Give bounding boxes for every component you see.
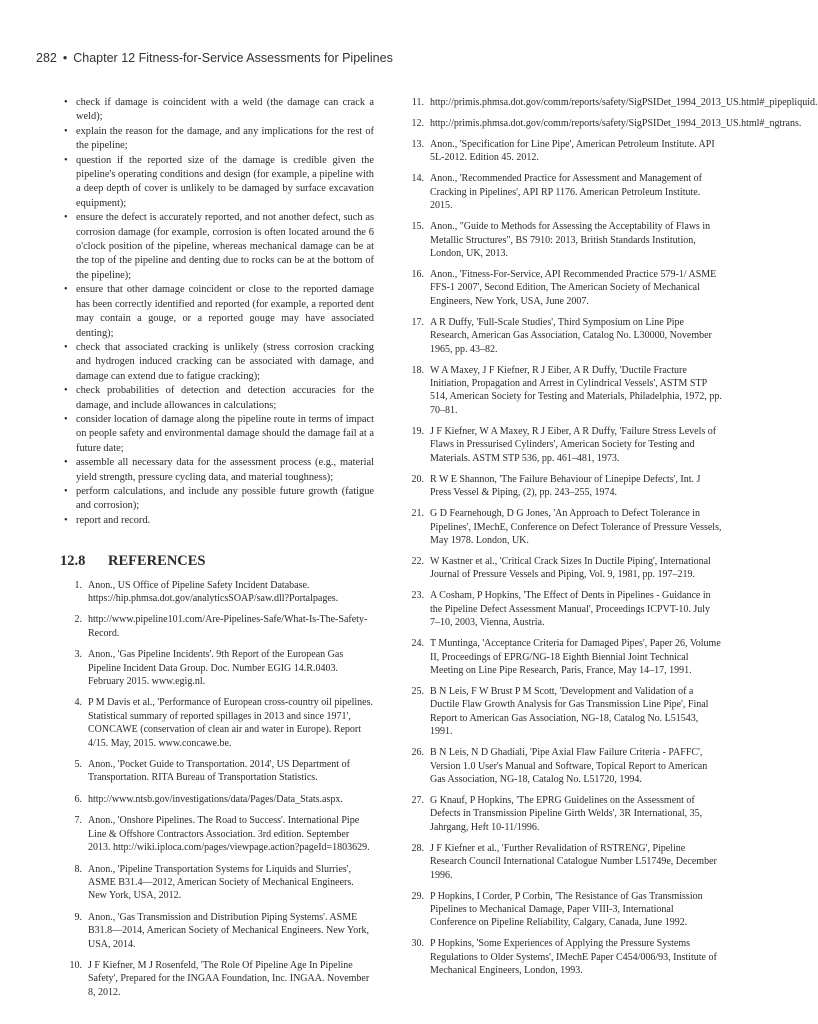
running-header [36, 51, 393, 65]
reference-number: 28. [411, 842, 424, 854]
reference-number: 9. [74, 911, 82, 923]
reference-number: 25. [411, 685, 424, 697]
reference-text: Anon., 'Pipeline Transportation Systems for Liquids and Slurries', ASME B31.4—2012, American Society of Mechanical Engineers. New York, USA, 2012. [88, 863, 354, 902]
reference-list-right [402, 96, 818, 978]
reference-number: 10. [69, 959, 82, 971]
bullet-item: • check that associated cracking is unlikely (stress corrosion cracking and hydrogen induced cracking can be associated with damage, and damage can extend due to fatigue cracking); [62, 341, 374, 384]
reference-text: http://www.ntsb.gov/investigations/data/Pages/Data_Stats.aspx. [88, 793, 343, 805]
reference-text: W Kastner et al., 'Critical Crack Sizes In Ductile Piping', International Journal of Pressure Vessels and Piping, Vol. 9, 1981, pp. 197–219. [430, 555, 711, 581]
reference-text: Anon., 'Gas Pipeline Incidents'. 9th Report of the European Gas Pipeline Incident Data Group. Doc. Number EGIG 14.R.0403. February 2015. www.egig.nl. [88, 649, 344, 688]
reference-text: A Cosham, P Hopkins, 'The Effect of Dents in Pipelines - Guidance in the Pipeline Defect Assessment Manual', Proceedings ICPVT-10. July 7–10, 2003, Vienna, Austria. [430, 590, 711, 629]
reference-item [402, 589, 722, 629]
reference-item [402, 685, 722, 739]
reference-item [402, 220, 722, 260]
bullet-item: • perform calculations, and include any possible future growth (fatigue and corrosion); [62, 485, 374, 514]
reference-item [402, 172, 722, 212]
reference-item [402, 890, 722, 930]
reference-text: Anon., 'Onshore Pipelines. The Road to Success'. International Pipe Line & Offshore Contractors Association. 3rd edition. September 2013. http://wiki.iploca.com/pages/viewpage.action?pageId=1803629. [88, 815, 370, 854]
reference-item [402, 364, 722, 418]
bullet-item: • report and record. [62, 514, 374, 528]
reference-number: 3. [74, 649, 82, 661]
bullet-item: • consider location of damage along the pipeline route in terms of impact on people safety and environmental damage should the damage fail at a future date; [62, 413, 374, 456]
reference-item [402, 794, 722, 834]
reference-number: 15. [411, 221, 424, 233]
reference-text: http://primis.phmsa.dot.gov/comm/reports/safety/SigPSIDet_1994_2013_US.html#_pipepliquid. [430, 97, 818, 108]
reference-item [62, 814, 374, 854]
reference-text: Anon., 'Gas Transmission and Distribution Piping Systems'. ASME B31.8—2014, American Society of Mechanical Engineers. New York, USA, 2014. [88, 911, 370, 950]
reference-text: J F Kiefner, W A Maxey, R J Eiber, A R Duffy, 'Failure Stress Levels of Flaws in Pressurised Cylinders', American Society for Testing and Materials. ASTM STP 536, pp. 461–481, 1973. [430, 425, 717, 464]
reference-item [402, 746, 722, 786]
reference-number: 1. [74, 579, 82, 591]
reference-item [62, 911, 374, 951]
reference-item [402, 268, 722, 308]
reference-text: G D Fearnehough, D G Jones, 'An Approach to Defect Tolerance in Pipelines', IMechE, Conference on Defect Tolerance of Pressure Vessels, May 1978. London, UK. [430, 508, 722, 546]
chapter-title: Chapter 12 Fitness-for-Service Assessments for Pipelines [73, 51, 393, 65]
reference-number: 12. [411, 118, 424, 129]
reference-item [402, 937, 722, 977]
reference-item [62, 959, 374, 999]
bullet-item: • ensure the defect is accurately reported, and not another defect, such as corrosion damage (for example, corrosion is often located around the 6 o'clock position of the pipeline, whereas mechanical damage can be at the top of the pipeline and denting due to rocks can be at the bottom of the pipeline); [62, 211, 374, 283]
reference-text: http://primis.phmsa.dot.gov/comm/reports/safety/SigPSIDet_1994_2013_US.html#_ngtrans. [430, 118, 802, 129]
checklist [62, 96, 374, 528]
reference-number: 4. [74, 697, 82, 709]
reference-number: 2. [74, 614, 82, 626]
reference-item [402, 842, 722, 882]
reference-number: 20. [411, 473, 424, 485]
reference-item [402, 555, 722, 582]
reference-text: Anon., "Guide to Methods for Assessing the Acceptability of Flaws in Metallic Structures", BS 7910: 2013, British Standards Institution, London, UK, 2013. [430, 221, 711, 260]
reference-text: http://www.pipeline101.com/Are-Pipelines-Safe/What-Is-The-Safety-Record. [88, 614, 368, 639]
reference-text: Anon., 'Recommended Practice for Assessment and Management of Cracking in Pipelines', API RP 1176. American Petroleum Institute. 2015. [430, 173, 703, 212]
reference-number: 24. [411, 638, 424, 650]
reference-item [62, 579, 374, 606]
reference-text: P Hopkins, 'Some Experiences of Applying the Pressure Systems Regulations to Older Systems', IMechE Paper C454/006/93, Institute of Mechanical Engineers, London, 1993. [430, 938, 717, 977]
reference-number: 27. [411, 794, 424, 806]
reference-number: 7. [74, 815, 82, 827]
section-title: REFERENCES [108, 553, 206, 570]
reference-number: 17. [411, 316, 424, 328]
reference-text: B N Leis, F W Brust P M Scott, 'Development and Validation of a Ductile Flaw Growth Analysis for Gas Transmission Line Pipe', Final Report to American Gas Association, NG-18, Catalog No. L51543, 1991. [430, 685, 709, 738]
reference-item [402, 138, 722, 165]
reference-item [402, 637, 722, 677]
reference-text: Anon., 'Fitness-For-Service, API Recommended Practice 579-1/ ASME FFS-1 2007', Second Edition, The American Society of Mechanical Engineers, New York, USA, June 2007. [430, 269, 717, 307]
reference-item [402, 507, 722, 547]
header-separator: • [62, 51, 68, 65]
reference-text: J F Kiefner, M J Rosenfeld, 'The Role Of Pipeline Age In Pipeline Safety', Prepared for the INGAA Foundation, Inc. INGAA. November 8, 2012. [88, 959, 370, 998]
reference-number: 5. [74, 759, 82, 771]
bullet-item: • assemble all necessary data for the assessment process (e.g., material yield strength, pressure cycling data, and material toughness); [62, 456, 374, 485]
reference-item [62, 696, 374, 750]
reference-item [402, 473, 722, 500]
reference-item [62, 793, 374, 806]
reference-text: W A Maxey, J F Kiefner, R J Eiber, A R Duffy, 'Ductile Fracture Initiation, Propagation and Arrest in Cylindrical Vessels', ASTM STP 514, American Society for Testing and Materials, Philadelphia, 1972, pp. 70–81. [430, 364, 722, 416]
page-number: 282 [36, 51, 57, 65]
reference-text: R W E Shannon, 'The Failure Behaviour of Linepipe Defects', Int. J Press Vessel & Piping, (2), pp. 243–255, 1974. [430, 473, 701, 499]
reference-text: J F Kiefner et al., 'Further Revalidation of RSTRENG', Pipeline Research Council International Catalogue Number L51749e, December 1996. [430, 842, 717, 881]
reference-number: 29. [411, 890, 424, 902]
reference-item [402, 425, 722, 465]
bullet-item: • explain the reason for the damage, and any implications for the rest of the pipeline; [62, 125, 374, 154]
right-column [402, 96, 818, 985]
reference-number: 22. [411, 555, 424, 567]
reference-number: 23. [411, 590, 424, 602]
reference-item [402, 96, 818, 109]
reference-text: G Knauf, P Hopkins, 'The EPRG Guidelines on the Assessment of Defects in Transmission Pipeline Girth Welds', 3R International, 35, Jahrgang, Heft 10-11/1996. [430, 794, 703, 833]
reference-number: 6. [74, 793, 82, 805]
section-heading [60, 554, 374, 568]
reference-number: 30. [411, 938, 424, 950]
reference-item [62, 758, 374, 785]
reference-item [62, 613, 374, 640]
reference-number: 11. [411, 97, 424, 108]
reference-item [402, 316, 722, 356]
bullet-item: • check probabilities of detection and detection accuracies for the damage, and include allowances in calculations; [62, 384, 374, 413]
bullet-item: • ensure that other damage coincident or close to the reported damage has been correctly identified and reported (for example, a reported dent may contain a gouge, or a reported gouge may have associated denting); [62, 283, 374, 341]
reference-item [62, 863, 374, 903]
reference-item [62, 648, 374, 688]
reference-text: Anon., 'Pocket Guide to Transportation. 2014', US Department of Transportation. RITA Bureau of Transportation Statistics. [88, 759, 350, 784]
reference-text: Anon., US Office of Pipeline Safety Incident Database. https://hip.phmsa.dot.gov/analyticsSOAP/saw.dll?Portalpages. [88, 579, 339, 604]
reference-number: 13. [411, 139, 424, 150]
reference-number: 26. [411, 747, 424, 759]
reference-text: T Muntinga, 'Acceptance Criteria for Damaged Pipes', Paper 26, Volume II, Proceedings of EPRG/NG-18 Eighth Biennial Joint Technical Meeting on Line Pipe Research, Paris, France, May 14–17, 1991. [430, 638, 721, 676]
left-column [62, 96, 374, 1007]
section-number: 12.8 [60, 553, 86, 570]
reference-list-left [62, 579, 374, 1000]
bullet-item: • question if the reported size of the damage is credible given the pipeline's operating conditions and design (for example, a pipeline with a deep depth of cover is unlikely to be damaged by surface excavation equipment); [62, 154, 374, 212]
reference-text: P M Davis et al., 'Performance of European cross-country oil pipelines. Statistical summary of reported spillages in 2013 and since 1971', CONCAWE (conservation of clean air and water in Europe). Report 4/15. May, 2015. www.concawe.be. [88, 697, 373, 749]
reference-text: Anon., 'Specification for Line Pipe', American Petroleum Institute. API 5L-2012. Edition 45. 2012. [430, 139, 715, 164]
bullet-item: • check if damage is coincident with a weld (the damage can crack a weld); [62, 96, 374, 125]
reference-item [402, 117, 802, 130]
reference-text: A R Duffy, 'Full-Scale Studies', Third Symposium on Line Pipe Research, American Gas Association, Catalog No. L30000, November 1965, pp. 43–82. [430, 316, 712, 355]
reference-number: 14. [411, 173, 424, 185]
reference-text: P Hopkins, I Corder, P Corbin, 'The Resistance of Gas Transmission Pipelines to Mechanical Damage, Paper VIII-3, International Conference on Pipeline Reliability, Calgary, Canada, June 1992. [430, 890, 703, 929]
reference-number: 18. [411, 364, 424, 376]
reference-number: 21. [411, 508, 424, 520]
reference-number: 19. [411, 425, 424, 437]
reference-number: 16. [411, 269, 424, 281]
reference-text: B N Leis, N D Ghadiali, 'Pipe Axial Flaw Failure Criteria - PAFFC', Version 1.0 User's Manual and Software, Topical Report to American Gas Association, NG-18, Catalog No. L51720, 1994. [430, 747, 708, 785]
reference-number: 8. [74, 863, 82, 875]
